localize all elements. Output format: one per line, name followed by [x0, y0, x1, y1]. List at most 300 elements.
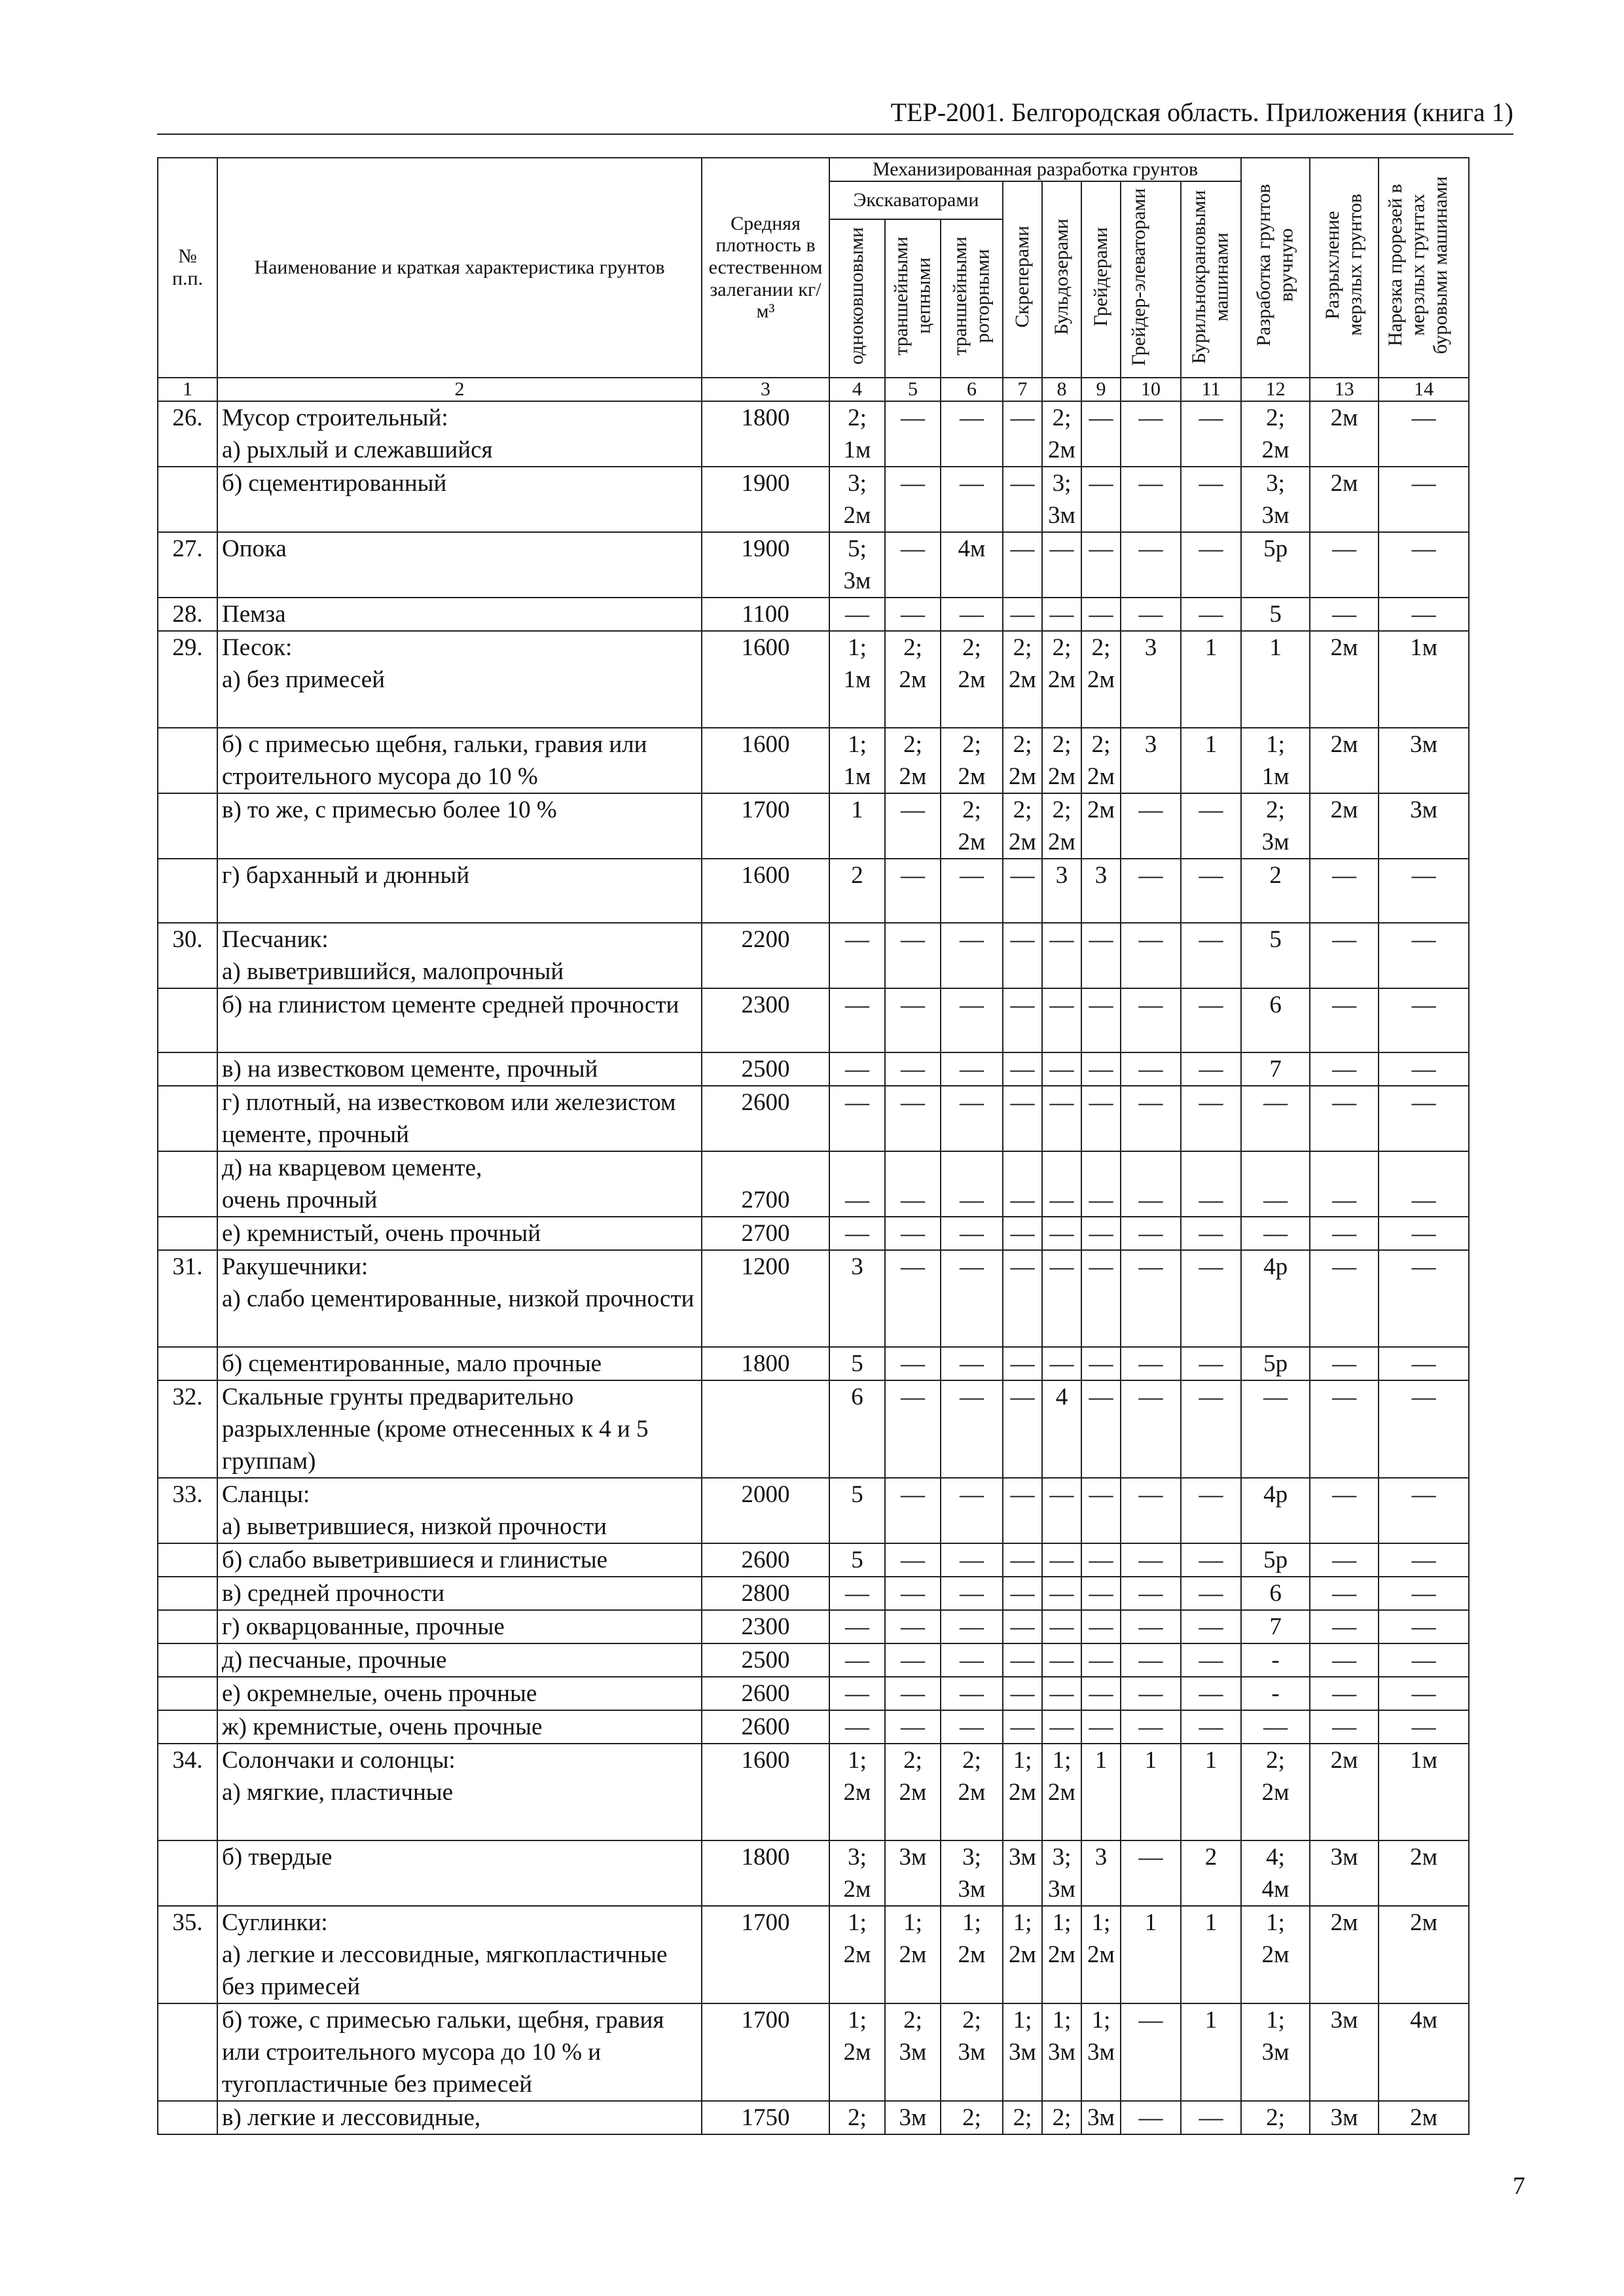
group-value: — — [1042, 923, 1081, 988]
table-row — [158, 2101, 1469, 2134]
group-value: 7 — [1241, 1052, 1310, 1086]
group-value: 3 — [1081, 1840, 1121, 1906]
soil-name: б) слабо выветрившиеся и глинистые — [217, 1543, 702, 1577]
row-number — [158, 728, 217, 793]
group-value: — — [885, 1610, 941, 1643]
group-value: 2м — [1310, 1744, 1379, 1840]
group-value: 5р — [1241, 1543, 1310, 1577]
group-value: — — [1042, 1250, 1081, 1347]
density-value: 1800 — [702, 401, 829, 467]
group-value: — — [941, 1577, 1003, 1610]
group-value: — — [1181, 2101, 1241, 2134]
group-value: — — [1181, 1380, 1241, 1478]
soil-name: Пемза — [217, 598, 702, 631]
group-value: — — [1003, 401, 1042, 467]
row-number — [158, 1677, 217, 1710]
density-value: 1700 — [702, 2003, 829, 2101]
column-number: 2 — [217, 378, 702, 401]
group-value: 2; 2м — [1042, 631, 1081, 728]
group-value: — — [1181, 1710, 1241, 1744]
group-value: 5р — [1241, 532, 1310, 598]
soil-name: в) то же, с примесью более 10 % — [217, 793, 702, 859]
group-value: — — [1181, 1217, 1241, 1250]
group-value: — — [1121, 1250, 1181, 1347]
group-value: — — [1003, 1380, 1042, 1478]
header-mech: Механизированная разработка грунтов — [829, 158, 1241, 181]
column-number: 8 — [1042, 378, 1081, 401]
group-value: 3 — [1121, 728, 1181, 793]
group-value: — — [1081, 1347, 1121, 1380]
column-number: 9 — [1081, 378, 1121, 401]
group-value: — — [1379, 1643, 1469, 1677]
row-number: 31. — [158, 1250, 217, 1347]
row-number — [158, 467, 217, 532]
row-number: 28. — [158, 598, 217, 631]
header-frozen-cuts: Нарезка прорезей в мерзлых грунтах буровыми машинами — [1379, 158, 1469, 378]
group-value: — — [1081, 1217, 1121, 1250]
soil-name: е) окремнелые, очень прочные — [217, 1677, 702, 1710]
group-value: 1; 2м — [941, 1906, 1003, 2003]
page-number: 7 — [1513, 2172, 1525, 2200]
group-value: — — [1081, 1577, 1121, 1610]
group-value: — — [1379, 923, 1469, 988]
density-value: 2700 — [702, 1151, 829, 1217]
soil-name: Опока — [217, 532, 702, 598]
group-value: — — [1379, 532, 1469, 598]
group-value: — — [1003, 1610, 1042, 1643]
group-value: 2 — [1181, 1840, 1241, 1906]
header-density: Средняя плотность в естественном залегании кг/м³ — [702, 158, 829, 378]
group-value: 3м — [1081, 2101, 1121, 2134]
row-number — [158, 2003, 217, 2101]
density-value: 1700 — [702, 793, 829, 859]
group-value: 2 — [1241, 859, 1310, 923]
table-row — [158, 1250, 1469, 1347]
density-value: 2600 — [702, 1710, 829, 1744]
group-value: 1; 2м — [829, 2003, 885, 2101]
table-row — [158, 1840, 1469, 1906]
group-value: — — [1121, 2003, 1181, 2101]
soil-name: б) с примесью щебня, гальки, гравия или строительного мусора до 10 % — [217, 728, 702, 793]
table-row — [158, 1643, 1469, 1677]
group-value: 4м — [941, 532, 1003, 598]
group-value: — — [1310, 1643, 1379, 1677]
group-value: — — [1042, 1151, 1081, 1217]
group-value: — — [1181, 467, 1241, 532]
table-row — [158, 2003, 1469, 2101]
group-value: 1; 2м — [1003, 1906, 1042, 2003]
group-value: — — [1081, 1710, 1121, 1744]
soil-name: б) тоже, с примесью гальки, щебня, гравия или строительного мусора до 10 % и тугопластичные без примесей — [217, 2003, 702, 2101]
group-value: — — [829, 1710, 885, 1744]
group-value: — — [885, 1347, 941, 1380]
group-value: 3м — [1310, 2003, 1379, 2101]
group-value: — — [1042, 1710, 1081, 1744]
table-row — [158, 1052, 1469, 1086]
group-value: — — [1003, 1577, 1042, 1610]
group-value: 5 — [829, 1478, 885, 1543]
group-value: — — [1181, 1086, 1241, 1151]
group-value: 3м — [1379, 793, 1469, 859]
header-scrapers: Скреперами — [1003, 181, 1042, 378]
group-value: — — [885, 1250, 941, 1347]
group-value: — — [1081, 1151, 1121, 1217]
group-value: — — [1121, 1677, 1181, 1710]
group-value: 2м — [1310, 467, 1379, 532]
group-value: 3; 3м — [941, 1840, 1003, 1906]
group-value: — — [1310, 923, 1379, 988]
group-value: — — [1081, 1643, 1121, 1677]
group-value: — — [885, 859, 941, 923]
group-value: 2; 2м — [885, 1744, 941, 1840]
table-row — [158, 532, 1469, 598]
group-value: — — [1121, 467, 1181, 532]
soil-name: ж) кремнистые, очень прочные — [217, 1710, 702, 1744]
group-value: — — [829, 1577, 885, 1610]
column-number: 12 — [1241, 378, 1310, 401]
group-value: — — [1003, 988, 1042, 1052]
group-value: — — [1121, 1151, 1181, 1217]
row-number: 26. — [158, 401, 217, 467]
soil-groups-table — [157, 157, 1470, 2135]
group-value: 2; — [1003, 2101, 1042, 2134]
header-drilling: Бурильнокрановыми машинами — [1181, 181, 1241, 378]
group-value: — — [1081, 401, 1121, 467]
group-value: 1; 3м — [1042, 2003, 1081, 2101]
density-value: 1700 — [702, 1906, 829, 2003]
group-value: 3 — [1121, 631, 1181, 728]
column-number: 3 — [702, 378, 829, 401]
group-value: — — [941, 1217, 1003, 1250]
row-number — [158, 1347, 217, 1380]
group-value: — — [1379, 1347, 1469, 1380]
group-value: — — [1003, 923, 1042, 988]
group-value: 2 — [829, 859, 885, 923]
group-value: — — [885, 1577, 941, 1610]
group-value: 3; 3м — [1042, 1840, 1081, 1906]
group-value: — — [941, 1250, 1003, 1347]
group-value: — — [885, 1643, 941, 1677]
group-value: — — [941, 1151, 1003, 1217]
group-value: — — [1081, 1610, 1121, 1643]
group-value: — — [1310, 1052, 1379, 1086]
group-value: 1; 3м — [1241, 2003, 1310, 2101]
table-row — [158, 1906, 1469, 2003]
group-value: — — [1081, 988, 1121, 1052]
row-number: 35. — [158, 1906, 217, 2003]
group-value: — — [1181, 532, 1241, 598]
group-value: — — [1081, 467, 1121, 532]
soil-name: Суглинки: а) легкие и лессовидные, мягкопластичные без примесей — [217, 1906, 702, 2003]
group-value: — — [885, 401, 941, 467]
group-value: 5 — [1241, 923, 1310, 988]
group-value: 3м — [1310, 2101, 1379, 2134]
header-frozen-loosening: Разрыхление мерзлых грунтов — [1310, 158, 1379, 378]
group-value: — — [1241, 1710, 1310, 1744]
soil-name: г) окварцованные, прочные — [217, 1610, 702, 1643]
table-row — [158, 1217, 1469, 1250]
density-value: 1600 — [702, 859, 829, 923]
group-value: 3; 3м — [1241, 467, 1310, 532]
row-number — [158, 859, 217, 923]
group-value: — — [1379, 988, 1469, 1052]
group-value: 1; 1м — [829, 728, 885, 793]
group-value: 3; 3м — [1042, 467, 1081, 532]
soil-name: г) барханный и дюнный — [217, 859, 702, 923]
header-trench-chain: траншейными цепными — [885, 219, 941, 377]
column-number: 4 — [829, 378, 885, 401]
group-value: 1 — [1121, 1744, 1181, 1840]
group-value: 3 — [1042, 859, 1081, 923]
group-value: 5р — [1241, 1347, 1310, 1380]
group-value: 1 — [1181, 728, 1241, 793]
density-value: 2500 — [702, 1643, 829, 1677]
group-value: — — [1042, 1577, 1081, 1610]
header-grader-elevators: Грейдер-элеваторами — [1121, 181, 1181, 378]
group-value: — — [941, 1052, 1003, 1086]
row-number — [158, 1577, 217, 1610]
group-value: — — [941, 1380, 1003, 1478]
group-value: — — [829, 1052, 885, 1086]
group-value: 6 — [829, 1380, 885, 1478]
table-row — [158, 1151, 1469, 1217]
group-value: — — [1003, 598, 1042, 631]
group-value: — — [1310, 532, 1379, 598]
group-value: — — [1121, 1217, 1181, 1250]
group-value: 1; 2м — [1241, 1906, 1310, 2003]
group-value: 2; 2м — [1241, 401, 1310, 467]
soil-name: Скальные грунты предварительно разрыхленные (кроме отнесенных к 4 и 5 группам) — [217, 1380, 702, 1478]
group-value: 2; 3м — [885, 2003, 941, 2101]
group-value: — — [1081, 1250, 1121, 1347]
group-value: 5 — [829, 1347, 885, 1380]
group-value: — — [1042, 1543, 1081, 1577]
group-value: 2; — [1241, 2101, 1310, 2134]
group-value: — — [1181, 988, 1241, 1052]
group-value: 2; 2м — [1042, 793, 1081, 859]
group-value: 1; 3м — [1081, 2003, 1121, 2101]
group-value: — — [1181, 1543, 1241, 1577]
density-value: 1800 — [702, 1840, 829, 1906]
density-value: 1900 — [702, 532, 829, 598]
group-value: 2; 2м — [941, 728, 1003, 793]
group-value: 3м — [1310, 1840, 1379, 1906]
row-number — [158, 1643, 217, 1677]
group-value: — — [1379, 467, 1469, 532]
group-value: — — [941, 401, 1003, 467]
soil-name: е) кремнистый, очень прочный — [217, 1217, 702, 1250]
group-value: — — [885, 923, 941, 988]
group-value: 2; 2м — [1003, 631, 1042, 728]
group-value: 2; — [1042, 2101, 1081, 2134]
group-value: 3; 2м — [829, 1840, 885, 1906]
group-value: 1; 3м — [1003, 2003, 1042, 2101]
group-value: 1 — [829, 793, 885, 859]
group-value: — — [1121, 598, 1181, 631]
group-value: — — [1121, 793, 1181, 859]
group-value: — — [1121, 1710, 1181, 1744]
group-value: — — [941, 1643, 1003, 1677]
group-value: 2м — [1310, 793, 1379, 859]
group-value: — — [1181, 1151, 1241, 1217]
group-value: — — [1003, 1151, 1042, 1217]
group-value: — — [1310, 1677, 1379, 1710]
row-number: 30. — [158, 923, 217, 988]
density-value: 2700 — [702, 1217, 829, 1250]
group-value: 2; 2м — [1042, 728, 1081, 793]
group-value: — — [885, 1380, 941, 1478]
density-value — [702, 1380, 829, 1478]
soil-name: Ракушечники: а) слабо цементированные, низкой прочности — [217, 1250, 702, 1347]
group-value: — — [1181, 1643, 1241, 1677]
group-value: 3м — [885, 2101, 941, 2134]
group-value: — — [1181, 793, 1241, 859]
density-value: 1600 — [702, 728, 829, 793]
group-value: - — [1241, 1643, 1310, 1677]
group-value: — — [1379, 1543, 1469, 1577]
header-manual: Разработка грунтов вручную — [1241, 158, 1310, 378]
density-value: 2200 — [702, 923, 829, 988]
header-no: № п.п. — [158, 158, 217, 378]
group-value: — — [1181, 859, 1241, 923]
group-value: — — [1003, 1052, 1042, 1086]
group-value: — — [885, 1478, 941, 1543]
group-value: 2; 3м — [941, 2003, 1003, 2101]
row-number — [158, 1052, 217, 1086]
column-number: 5 — [885, 378, 941, 401]
density-value: 1600 — [702, 1744, 829, 1840]
soil-name: г) плотный, на известковом или железистом цементе, прочный — [217, 1086, 702, 1151]
group-value: — — [941, 1347, 1003, 1380]
group-value: 6 — [1241, 1577, 1310, 1610]
group-value: — — [1241, 1380, 1310, 1478]
table-row — [158, 1478, 1469, 1543]
group-value: 2; 3м — [1241, 793, 1310, 859]
column-number: 14 — [1379, 378, 1469, 401]
group-value: — — [1310, 1610, 1379, 1643]
group-value: — — [941, 1710, 1003, 1744]
table-row — [158, 1677, 1469, 1710]
group-value: — — [941, 923, 1003, 988]
row-number — [158, 1086, 217, 1151]
group-value: 2; 2м — [885, 631, 941, 728]
group-value: 1 — [1121, 1906, 1181, 2003]
group-value: 4р — [1241, 1478, 1310, 1543]
group-value: — — [1003, 1217, 1042, 1250]
group-value: — — [1379, 1478, 1469, 1543]
group-value: 1; 2м — [829, 1744, 885, 1840]
group-value: — — [1121, 532, 1181, 598]
group-value: — — [1081, 1380, 1121, 1478]
group-value: — — [1121, 1577, 1181, 1610]
soil-name: д) песчаные, прочные — [217, 1643, 702, 1677]
group-value: — — [1042, 598, 1081, 631]
table-row — [158, 1577, 1469, 1610]
group-value: — — [1181, 923, 1241, 988]
table-row — [158, 988, 1469, 1052]
group-value: — — [941, 1478, 1003, 1543]
group-value: — — [829, 1086, 885, 1151]
group-value: — — [829, 1677, 885, 1710]
density-value: 1900 — [702, 467, 829, 532]
group-value: — — [1310, 988, 1379, 1052]
column-numbers-row — [158, 378, 1469, 401]
group-value: — — [1181, 1610, 1241, 1643]
group-value: 2м — [1310, 401, 1379, 467]
table-row — [158, 631, 1469, 728]
group-value: 2; 2м — [941, 1744, 1003, 1840]
header-single-bucket: одноковшовыми — [829, 219, 885, 377]
group-value: — — [1310, 1380, 1379, 1478]
group-value: 2; 2м — [1081, 631, 1121, 728]
group-value: — — [1042, 1478, 1081, 1543]
group-value: 1 — [1181, 2003, 1241, 2101]
soil-name: Песчаник: а) выветрившийся, малопрочный — [217, 923, 702, 988]
group-value: 1; 1м — [829, 631, 885, 728]
group-value: 2м — [1379, 2101, 1469, 2134]
group-value: 2м — [1379, 1906, 1469, 2003]
group-value: — — [885, 532, 941, 598]
group-value: — — [1121, 1543, 1181, 1577]
group-value: — — [1003, 467, 1042, 532]
column-number: 7 — [1003, 378, 1042, 401]
table-row — [158, 1710, 1469, 1744]
density-value: 2600 — [702, 1677, 829, 1710]
group-value: — — [1379, 1577, 1469, 1610]
density-value: 1100 — [702, 598, 829, 631]
group-value: — — [1379, 1086, 1469, 1151]
group-value: — — [829, 1643, 885, 1677]
group-value: 5 — [1241, 598, 1310, 631]
group-value: — — [1310, 1577, 1379, 1610]
group-value: 2м — [1310, 728, 1379, 793]
group-value: — — [1181, 1052, 1241, 1086]
soil-name: Мусор строительный: а) рыхлый и слежавшийся — [217, 401, 702, 467]
group-value: — — [1181, 1478, 1241, 1543]
group-value: 1 — [1241, 631, 1310, 728]
group-value: — — [941, 1543, 1003, 1577]
table-row — [158, 859, 1469, 923]
table-row — [158, 793, 1469, 859]
soil-name: Песок: а) без примесей — [217, 631, 702, 728]
group-value: 1м — [1379, 631, 1469, 728]
group-value: — — [1042, 1052, 1081, 1086]
table-header — [158, 158, 1469, 401]
group-value: 1; 2м — [1042, 1906, 1081, 2003]
group-value: — — [1003, 1086, 1042, 1151]
row-number — [158, 1710, 217, 1744]
density-value: 2800 — [702, 1577, 829, 1610]
row-number: 32. — [158, 1380, 217, 1478]
group-value: — — [1081, 1086, 1121, 1151]
group-value: 3м — [885, 1840, 941, 1906]
group-value: 1 — [1081, 1744, 1121, 1840]
table-row — [158, 1744, 1469, 1840]
group-value: — — [1042, 988, 1081, 1052]
group-value: — — [1042, 532, 1081, 598]
group-value: — — [1121, 1086, 1181, 1151]
group-value: — — [1003, 1478, 1042, 1543]
column-number: 13 — [1310, 378, 1379, 401]
row-number — [158, 793, 217, 859]
group-value: — — [941, 467, 1003, 532]
group-value: — — [885, 793, 941, 859]
group-value: 1 — [1181, 631, 1241, 728]
group-value: 2м — [1379, 1840, 1469, 1906]
group-value: — — [1310, 598, 1379, 631]
group-value: — — [885, 1217, 941, 1250]
density-value: 1800 — [702, 1347, 829, 1380]
